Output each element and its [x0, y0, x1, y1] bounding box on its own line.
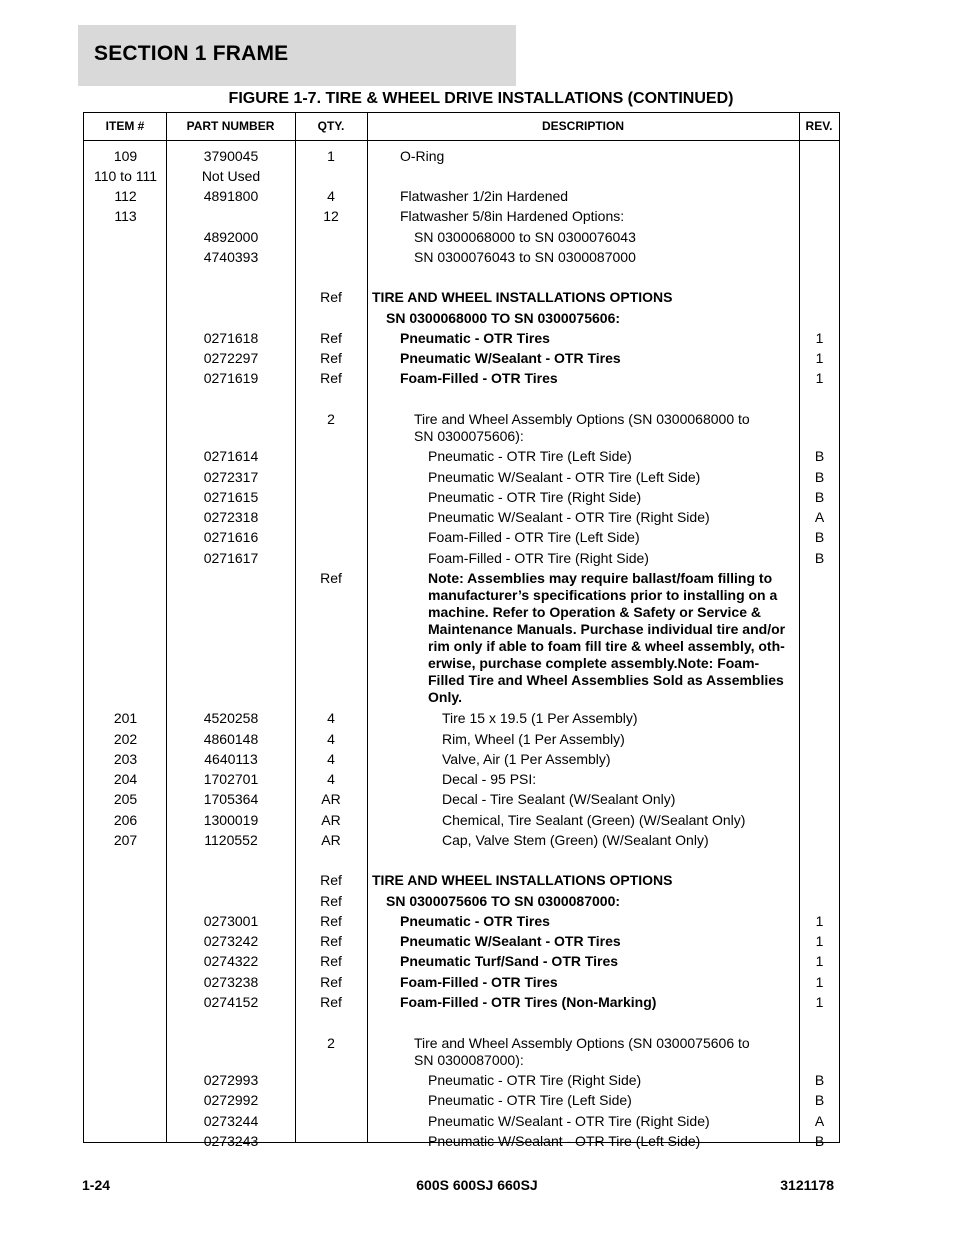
revision: A	[814, 509, 825, 525]
column-divider	[367, 113, 368, 1142]
part-number: 0273238	[203, 974, 259, 990]
part-number: Not Used	[201, 168, 261, 184]
part-number: 0272318	[203, 509, 259, 525]
manual-number: 3121178	[780, 1177, 834, 1193]
revision: B	[814, 550, 825, 566]
section-title: SECTION 1 FRAME	[94, 42, 289, 65]
part-number: 0271616	[203, 529, 259, 545]
part-number: 4640113	[204, 751, 258, 767]
header-item: ITEM #	[105, 119, 145, 133]
description: Pneumatic Turf/Sand - OTR Tires	[400, 953, 619, 969]
quantity: 1	[327, 148, 335, 164]
description: Cap, Valve Stem (Green) (W/Sealant Only)	[442, 832, 709, 848]
item-number: 201	[113, 710, 138, 726]
revision: 1	[815, 974, 824, 990]
description: Foam-Filled - OTR Tires (Non-Marking)	[400, 994, 657, 1010]
part-number: 1120552	[204, 832, 258, 848]
revision: 1	[815, 994, 824, 1010]
revision: B	[814, 489, 825, 505]
quantity: AR	[321, 791, 341, 807]
description: Rim, Wheel (1 Per Assembly)	[442, 731, 625, 747]
quantity: 4	[327, 771, 335, 787]
description: Tire and Wheel Assembly Options (SN 0300068000 to SN 0300075606):	[414, 411, 750, 444]
description: Valve, Air (1 Per Assembly)	[442, 751, 611, 767]
description: Pneumatic W/Sealant - OTR Tires	[400, 350, 621, 366]
part-number: 0272317	[203, 469, 259, 485]
header-part-number: PART NUMBER	[186, 119, 275, 133]
description: Pneumatic W/Sealant - OTR Tire (Left Side)	[428, 469, 701, 485]
part-number: 1300019	[203, 812, 259, 828]
description: Chemical, Tire Sealant (Green) (W/Sealant Only)	[442, 812, 746, 828]
figure-title: FIGURE 1-7. TIRE & WHEEL DRIVE INSTALLATIONS (CONTINUED)	[228, 90, 734, 107]
part-number: 1702701	[203, 771, 259, 787]
quantity: Ref	[320, 994, 342, 1010]
revision: B	[814, 529, 825, 545]
part-number: 1705364	[203, 791, 259, 807]
quantity: Ref	[320, 330, 342, 346]
revision: 1	[815, 933, 824, 949]
header-rev: REV.	[805, 119, 833, 133]
item-number: 205	[113, 791, 138, 807]
description: Foam-Filled - OTR Tires	[400, 370, 558, 386]
revision: B	[814, 1072, 825, 1088]
description: Flatwasher 1/2in Hardened	[400, 188, 569, 204]
quantity: 12	[323, 208, 339, 224]
revision: 1	[815, 350, 824, 366]
revision: B	[814, 469, 825, 485]
item-number: 203	[113, 751, 138, 767]
quantity: 4	[327, 710, 335, 726]
part-number: 4740393	[203, 249, 259, 265]
part-number: 4860148	[203, 731, 259, 747]
quantity: 4	[327, 188, 335, 204]
revision: B	[814, 448, 825, 464]
quantity: Ref	[320, 953, 342, 969]
quantity: AR	[321, 812, 341, 828]
quantity: Ref	[320, 974, 342, 990]
part-number: 0273244	[203, 1113, 259, 1129]
description: Pneumatic - OTR Tires	[400, 330, 550, 346]
description: Decal - Tire Sealant (W/Sealant Only)	[442, 791, 676, 807]
part-number: 0272992	[203, 1092, 259, 1108]
item-number: 202	[113, 731, 138, 747]
description: Pneumatic - OTR Tire (Right Side)	[428, 489, 642, 505]
revision: 1	[815, 330, 824, 346]
part-number: 0272297	[203, 350, 259, 366]
description: Pneumatic - OTR Tire (Left Side)	[428, 1092, 632, 1108]
quantity: AR	[321, 832, 341, 848]
section-banner	[78, 25, 516, 86]
part-number: 3790045	[203, 148, 259, 164]
revision: 1	[815, 370, 824, 386]
description: Pneumatic W/Sealant - OTR Tire (Right Side)	[428, 1113, 710, 1129]
item-number: 207	[113, 832, 138, 848]
description: TIRE AND WHEEL INSTALLATIONS OPTIONS	[372, 289, 673, 305]
revision: A	[814, 1113, 825, 1129]
item-number: 110 to 111	[93, 168, 158, 184]
part-number: 4892000	[203, 229, 259, 245]
description: Pneumatic - OTR Tire (Right Side)	[428, 1072, 642, 1088]
quantity: Ref	[320, 872, 342, 888]
part-number: 0271614	[203, 448, 259, 464]
header-description: DESCRIPTION	[541, 119, 624, 133]
parts-table	[83, 112, 840, 1149]
part-number: 0272993	[203, 1072, 259, 1088]
item-number: 109	[113, 148, 138, 164]
description: TIRE AND WHEEL INSTALLATIONS OPTIONS	[372, 872, 673, 888]
item-number: 204	[113, 771, 138, 787]
page-number: 1-24	[82, 1177, 111, 1193]
item-number: 113	[114, 208, 137, 224]
description: SN 0300068000 TO SN 0300075606:	[386, 310, 621, 326]
part-number: 0273001	[203, 913, 259, 929]
description: SN 0300068000 to SN 0300076043	[414, 229, 636, 245]
description: Tire 15 x 19.5 (1 Per Assembly)	[442, 710, 638, 726]
description: Pneumatic W/Sealant - OTR Tires	[400, 933, 621, 949]
description: Pneumatic - OTR Tires	[400, 913, 550, 929]
part-number: 0273243	[203, 1133, 259, 1149]
part-number: 0271618	[203, 330, 259, 346]
quantity: Ref	[320, 933, 342, 949]
part-number: 0274322	[203, 953, 259, 969]
revision: B	[814, 1092, 825, 1108]
description: Foam-Filled - OTR Tire (Left Side)	[428, 529, 640, 545]
description: Pneumatic - OTR Tire (Left Side)	[428, 448, 632, 464]
description: Decal - 95 PSI:	[442, 771, 537, 787]
part-number: 0271615	[203, 489, 259, 505]
part-number: 0271619	[203, 370, 259, 386]
quantity: 2	[327, 1035, 335, 1051]
description: SN 0300076043 to SN 0300087000	[414, 249, 636, 265]
revision: 1	[815, 913, 824, 929]
description: Tire and Wheel Assembly Options (SN 0300075606 to SN 0300087000):	[414, 1035, 750, 1068]
quantity: 4	[327, 751, 335, 767]
header-divider	[84, 140, 839, 141]
header-qty: QTY.	[317, 119, 345, 133]
part-number: 0271617	[203, 550, 259, 566]
part-number: 0274152	[203, 994, 259, 1010]
part-number: 0273242	[203, 933, 259, 949]
item-number: 112	[114, 188, 137, 204]
description: SN 0300075606 TO SN 0300087000:	[386, 893, 621, 909]
description: Pneumatic W/Sealant - OTR Tire (Left Side)	[428, 1133, 701, 1149]
quantity: Ref	[320, 289, 342, 305]
description: Pneumatic W/Sealant - OTR Tire (Right Side)	[428, 509, 710, 525]
description: O-Ring	[400, 148, 445, 164]
revision: B	[814, 1133, 825, 1149]
quantity: Ref	[320, 570, 342, 586]
part-number: 4891800	[203, 188, 259, 204]
quantity: 2	[327, 411, 335, 427]
model-numbers: 600S 600SJ 660SJ	[416, 1177, 538, 1193]
part-number: 4520258	[203, 710, 259, 726]
quantity: 4	[327, 731, 335, 747]
description: Foam-Filled - OTR Tires	[400, 974, 558, 990]
quantity: Ref	[320, 350, 342, 366]
quantity: Ref	[320, 893, 342, 909]
revision: 1	[815, 953, 824, 969]
description: Flatwasher 5/8in Hardened Options:	[400, 208, 625, 224]
quantity: Ref	[320, 913, 342, 929]
item-number: 206	[113, 812, 138, 828]
description: Note: Assemblies may require ballast/foam filling to manufacturer’s specifications prior to installing on a machine. Refer to Operation & Safety or Service & Maintenance Manuals. Purchase individual tire and/or rim only if able to foam fill tire & wheel assembly, oth-erwise, purchase complete assembly.Note: Foam-Filled Tire and Wheel Assemblies Sold as Assemblies Only.	[428, 570, 786, 705]
description: Foam-Filled - OTR Tire (Right Side)	[428, 550, 649, 566]
quantity: Ref	[320, 370, 342, 386]
